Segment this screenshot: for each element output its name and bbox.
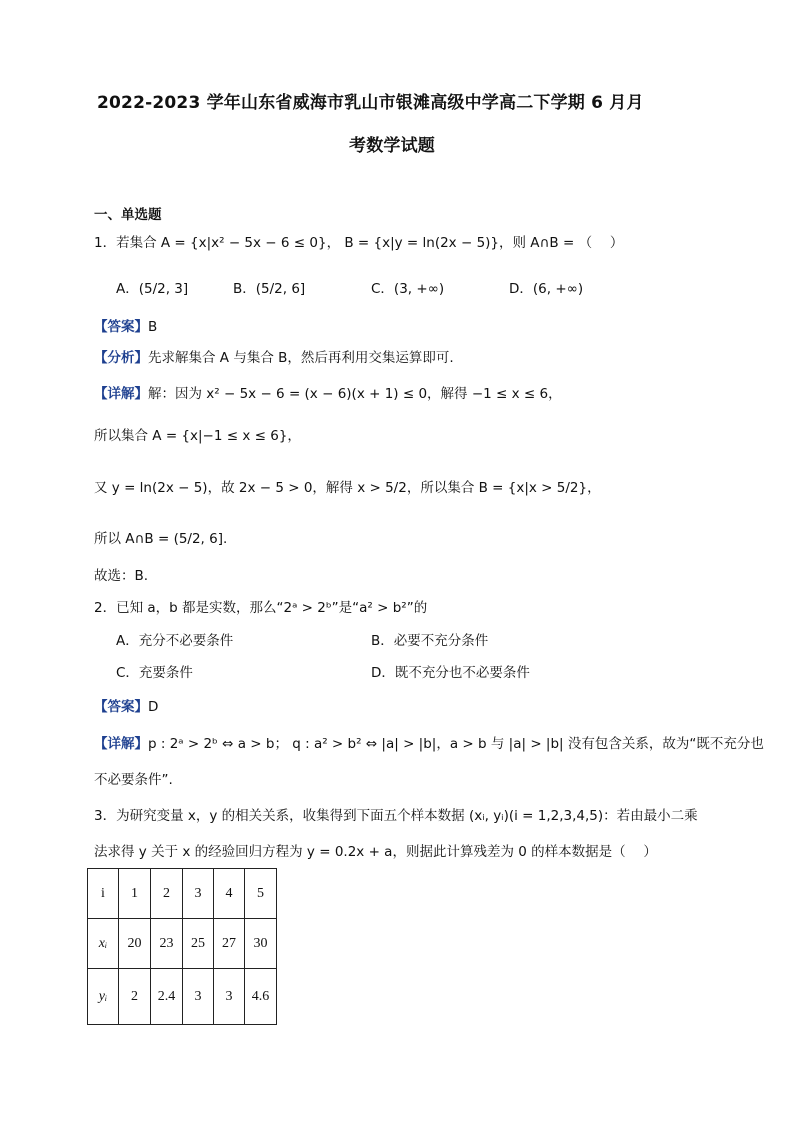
q2-stem: 2．已知 a，b 都是实数，那么“2ᵃ > 2ᵇ”是“a² > b²”的 — [94, 600, 428, 616]
table-cell: 5 — [245, 869, 277, 919]
q1-option-c: C．(3, +∞) — [371, 281, 445, 297]
table-cell: 27 — [214, 919, 245, 969]
table-cell: 2 — [151, 869, 183, 919]
q2-detail-2: 不必要条件”. — [94, 772, 173, 788]
table-cell: yᵢ — [88, 969, 119, 1025]
q2-answer-line — [94, 697, 158, 717]
detail-tag: 【详解】 — [94, 386, 148, 402]
q2-option-c: C．充要条件 — [116, 665, 193, 681]
table-cell: 2.4 — [151, 969, 183, 1025]
table-row — [88, 969, 277, 1025]
q1-detail-4: 所以 A∩B = (5/2, 6]. — [94, 531, 228, 547]
table-cell: 1 — [119, 869, 151, 919]
q1-answer-line — [94, 317, 157, 337]
q1-detail-1: 解：因为 x² − 5x − 6 = (x − 6)(x + 1) ≤ 0，解得 −1 ≤ x ≤ 6， — [148, 386, 562, 402]
q2-detail-1: p : 2ᵃ > 2ᵇ ⇔ a > b； q : a² > b² ⇔ |a| > |b|，a > b 与 |a| > |b| 没有包含关系，故为“既不充分也 — [148, 736, 764, 752]
answer-tag: 【答案】 — [94, 699, 148, 715]
q1-option-b: B．(5/2, 6] — [233, 281, 306, 297]
q1-option-d: D．(6, +∞) — [509, 281, 584, 297]
section-heading: 一、单选题 — [94, 207, 162, 223]
q1-analysis-line — [94, 348, 454, 368]
q1-answer: B — [148, 319, 158, 335]
table-cell: 23 — [151, 919, 183, 969]
page-title-line1: 2022-2023 学年山东省威海市乳山市银滩高级中学高二下学期 6 月月 — [97, 93, 644, 113]
table-cell: 4.6 — [245, 969, 277, 1025]
q2-option-d: D．既不充分也不必要条件 — [371, 665, 530, 681]
q2-option-b: B．必要不充分条件 — [371, 633, 489, 649]
table-row — [88, 919, 277, 969]
table-cell: 20 — [119, 919, 151, 969]
q1-stem: 1．若集合 A = {x|x² − 5x − 6 ≤ 0}， B = {x|y = ln(2x − 5)}，则 A∩B = （ ） — [94, 235, 624, 251]
q3-stem-2: 法求得 y 关于 x 的经验回归方程为 y = 0.2x + a，则据此计算残差为 0 的样本数据是（ ） — [94, 844, 657, 860]
table-cell: 3 — [214, 969, 245, 1025]
table-cell: 4 — [214, 869, 245, 919]
detail-tag: 【详解】 — [94, 736, 148, 752]
table-cell: 25 — [183, 919, 214, 969]
q2-option-a: A．充分不必要条件 — [116, 633, 234, 649]
q1-analysis: 先求解集合 A 与集合 B，然后再利用交集运算即可. — [148, 350, 454, 366]
table-cell: 3 — [183, 969, 214, 1025]
page-title-line2: 考数学试题 — [349, 136, 435, 156]
table-cell: xᵢ — [88, 919, 119, 969]
table-cell: 2 — [119, 969, 151, 1025]
sample-data-table — [87, 868, 277, 1025]
q1-choice: 故选：B. — [94, 568, 149, 584]
table-cell: i — [88, 869, 119, 919]
q1-detail-line1 — [94, 384, 562, 404]
q1-detail-3: 又 y = ln(2x − 5)，故 2x − 5 > 0，解得 x > 5/2，所以集合 B = {x|x > 5/2}， — [94, 480, 601, 496]
q2-detail-line1 — [94, 734, 764, 754]
table-cell: 30 — [245, 919, 277, 969]
q2-answer: D — [148, 699, 159, 715]
analysis-tag: 【分析】 — [94, 350, 148, 366]
answer-tag: 【答案】 — [94, 319, 148, 335]
q1-option-a: A．(5/2, 3] — [116, 281, 189, 297]
q3-stem-1: 3．为研究变量 x，y 的相关关系，收集得到下面五个样本数据 (xᵢ, yᵢ)(i = 1,2,3,4,5)：若由最小二乘 — [94, 808, 698, 824]
q1-detail-2: 所以集合 A = {x|−1 ≤ x ≤ 6}， — [94, 428, 301, 444]
table-row — [88, 869, 277, 919]
table-cell: 3 — [183, 869, 214, 919]
